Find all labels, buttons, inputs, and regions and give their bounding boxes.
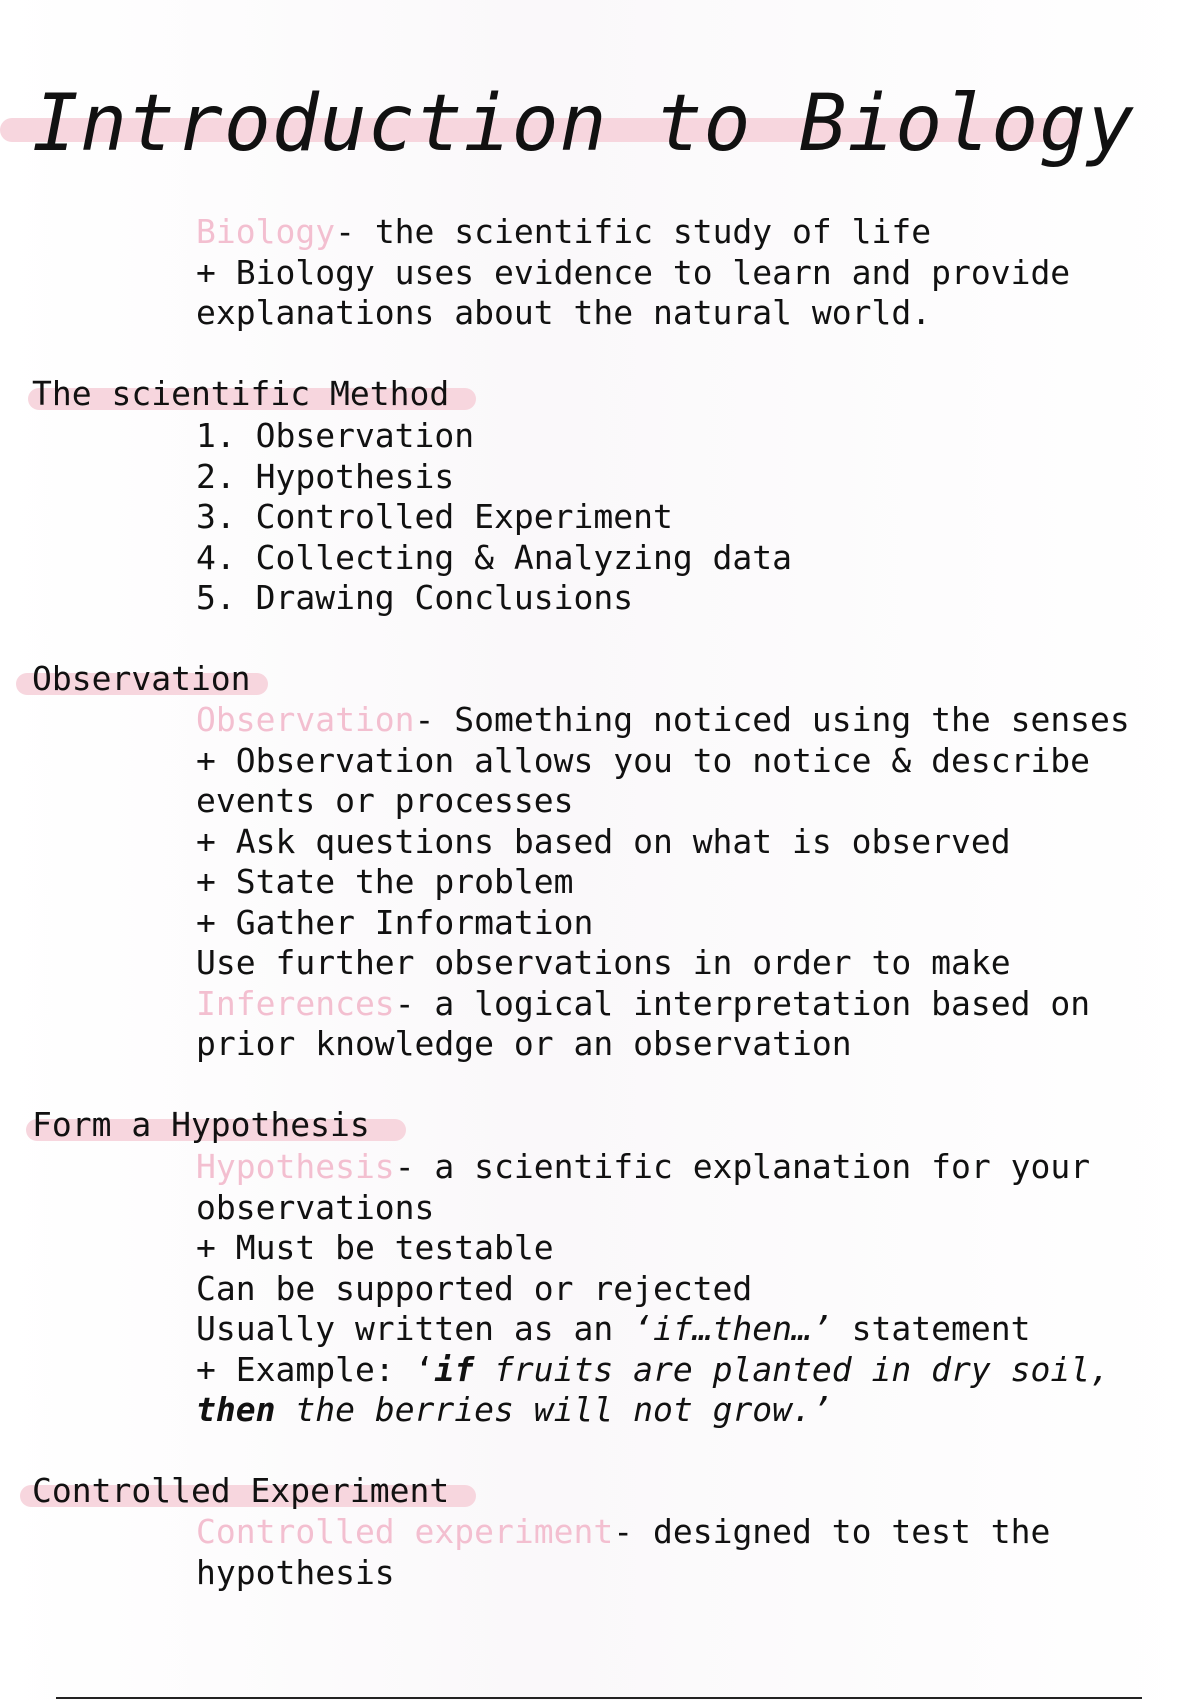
term-controlled-experiment: Controlled experiment — [196, 1512, 614, 1551]
observation-definition: - Something noticed using the senses — [414, 700, 1130, 739]
hypothesis-definition: - a scientific explanation for your — [394, 1147, 1091, 1186]
hypothesis-line: observations — [196, 1187, 435, 1227]
hypothesis-heading-block — [0, 1105, 410, 1147]
example-then: then — [196, 1390, 276, 1429]
bottom-rule — [56, 1697, 1142, 1699]
observation-heading-block — [0, 659, 270, 701]
observation-definition-line — [196, 700, 1186, 741]
method-steps — [196, 416, 1186, 619]
intro-block — [196, 212, 1186, 334]
experiment-definition: - designed to test the — [613, 1512, 1051, 1551]
inferences-definition-line — [196, 984, 1186, 1025]
hypothesis-example-line — [196, 1350, 1186, 1391]
experiment-line: hypothesis — [196, 1552, 395, 1592]
hypothesis-example-line-2 — [196, 1390, 1186, 1431]
method-step: 2. Hypothesis — [196, 456, 455, 496]
page-title: Introduction to Biology — [32, 79, 1136, 169]
section-heading-hypothesis: Form a Hypothesis — [32, 1105, 370, 1144]
experiment-heading-block — [0, 1471, 480, 1513]
method-step: 3. Controlled Experiment — [196, 497, 673, 536]
term-hypothesis: Hypothesis — [196, 1147, 395, 1186]
experiment-definition-line — [196, 1512, 1186, 1553]
example-prefix: + Example: ‘ — [196, 1349, 435, 1389]
method-step: 4. Collecting & Analyzing data — [196, 537, 793, 577]
if-then-quote: ‘if…then…’ — [633, 1309, 832, 1348]
method-heading-block — [0, 374, 480, 416]
method-step: 1. Observation — [196, 416, 475, 455]
intro-definition-line — [196, 212, 1186, 253]
hypothesis-line: Can be supported or rejected — [196, 1268, 753, 1308]
observation-block — [196, 700, 1186, 1065]
section-heading-method: The scientific Method — [32, 374, 450, 413]
intro-line: explanations about the natural world. — [196, 293, 932, 332]
method-step: 5. Drawing Conclusions — [196, 578, 634, 617]
observation-line: + Ask questions based on what is observed — [196, 821, 1011, 861]
example-if: if — [434, 1349, 475, 1389]
intro-line: + Biology uses evidence to learn and provide — [196, 252, 1071, 292]
experiment-block — [196, 1512, 1186, 1593]
observation-line: + Gather Information — [196, 902, 594, 942]
observation-line: + State the problem — [196, 862, 574, 901]
hypothesis-block — [196, 1147, 1186, 1431]
observation-line: + Observation allows you to notice & describe — [196, 740, 1091, 780]
observation-line: events or processes — [196, 781, 574, 820]
title-block — [0, 79, 1136, 169]
term-inferences: Inferences — [196, 983, 395, 1023]
hypothesis-usually-line — [196, 1309, 1186, 1350]
usually-suffix: statement — [831, 1309, 1031, 1348]
usually-prefix: Usually written as an — [196, 1309, 634, 1348]
example-rest: fruits are planted in dry soil, — [474, 1349, 1110, 1389]
term-biology: Biology — [196, 212, 336, 251]
observation-line: Use further observations in order to make — [196, 943, 1011, 982]
section-heading-experiment: Controlled Experiment — [32, 1471, 450, 1510]
inferences-definition: - a logical interpretation based on — [394, 983, 1091, 1023]
term-observation: Observation — [196, 700, 415, 739]
example-end: the berries will not grow.’ — [275, 1390, 832, 1429]
section-heading-observation: Observation — [32, 659, 251, 698]
observation-line: prior knowledge or an observation — [196, 1024, 852, 1063]
intro-definition: - the scientific study of life — [335, 212, 932, 251]
hypothesis-definition-line — [196, 1147, 1186, 1188]
hypothesis-line: + Must be testable — [196, 1228, 554, 1267]
